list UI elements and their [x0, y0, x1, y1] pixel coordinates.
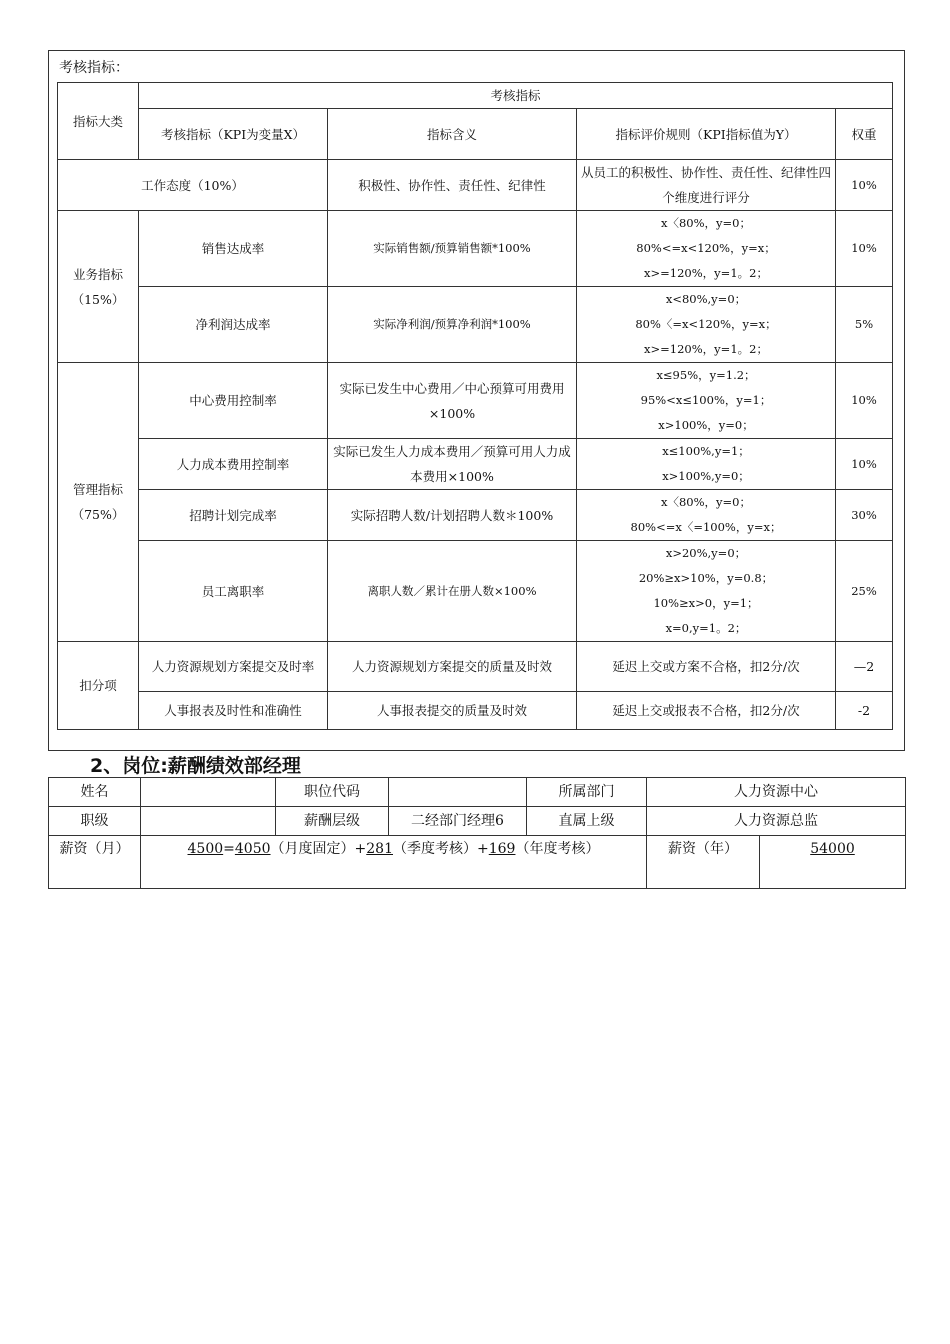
superior-value: 人力资源总监 [647, 807, 906, 836]
header-kpi: 考核指标（KPI为变量X） [139, 109, 328, 160]
name-label: 姓名 [49, 778, 141, 807]
kpi-meaning: 实际已发生人力成本费用／预算可用人力成本费用×100% [328, 439, 577, 490]
annual-bonus-label: （年度考核） [515, 841, 600, 857]
kpi-section-frame [48, 50, 905, 751]
kpi-name: 净利润达成率 [139, 287, 328, 363]
kpi-rule-line: 80%<=x<120%，y=x； [636, 241, 776, 255]
kpi-weight: 25% [836, 541, 893, 642]
business-category: 业务指标（15%） [58, 211, 139, 363]
kpi-rule [577, 363, 836, 439]
monthly-salary-label: 薪资（月） [49, 836, 141, 889]
kpi-rule [577, 211, 836, 287]
annual-bonus-amount: 169 [488, 841, 516, 857]
kpi-name: 人力资源规划方案提交及时率 [139, 642, 328, 692]
kpi-rule-line: 80%<=x〈=100%，y=x； [630, 520, 782, 534]
kpi-rule-line: x>100%,y=0； [662, 469, 750, 483]
kpi-rule-line: x≤100%,y=1； [662, 444, 750, 458]
kpi-weight: -2 [836, 692, 893, 730]
kpi-meaning: 人事报表提交的质量及时效 [328, 692, 577, 730]
kpi-meaning: 人力资源规划方案提交的质量及时效 [328, 642, 577, 692]
kpi-rule: 延迟上交或报表不合格，扣2分/次 [577, 692, 836, 730]
attitude-weight: 10% [836, 160, 893, 211]
annual-salary-amount: 54000 [810, 841, 855, 857]
kpi-rule [577, 287, 836, 363]
kpi-rule-line: x>=120%，y=1。2； [644, 342, 768, 356]
kpi-meaning: 实际已发生中心费用／中心预算可用费用×100% [328, 363, 577, 439]
pay-level-label: 薪酬层级 [276, 807, 389, 836]
superior-label: 直属上级 [527, 807, 647, 836]
kpi-rule: 延迟上交或方案不合格，扣2分/次 [577, 642, 836, 692]
kpi-rule-line: x<80%,y=0； [665, 292, 747, 306]
kpi-meaning: 实际销售额/预算销售额*100% [328, 211, 577, 287]
kpi-weight: 30% [836, 490, 893, 541]
kpi-meaning: 离职人数／累计在册人数×100% [328, 541, 577, 642]
kpi-name: 人力成本费用控制率 [139, 439, 328, 490]
kpi-rule-line: x≤95%，y=1.2； [656, 368, 756, 382]
kpi-rule [577, 541, 836, 642]
name-value [141, 778, 276, 807]
kpi-name: 中心费用控制率 [139, 363, 328, 439]
header-group: 考核指标 [139, 83, 893, 109]
kpi-rule-line: 95%<x≤100%，y=1； [640, 393, 772, 407]
grade-label: 职级 [49, 807, 141, 836]
monthly-fixed: 4050 [234, 841, 271, 857]
header-rule: 指标评价规则（KPI指标值为Y） [577, 109, 836, 160]
position-heading: 2、岗位:薪酬绩效部经理 [90, 755, 301, 777]
dept-value: 人力资源中心 [647, 778, 906, 807]
grade-value [141, 807, 276, 836]
kpi-rule [577, 439, 836, 490]
position-info-table [48, 777, 906, 889]
code-value [389, 778, 527, 807]
pay-level-value: 二经部门经理6 [389, 807, 527, 836]
kpi-rule-line: 80%〈=x<120%，y=x； [635, 317, 777, 331]
attitude-meaning: 积极性、协作性、责任性、纪律性 [328, 160, 577, 211]
kpi-name: 销售达成率 [139, 211, 328, 287]
attitude-rule: 从员工的积极性、协作性、责任性、纪律性四个维度进行评分 [577, 160, 836, 211]
kpi-rule-line: x>100%，y=0； [658, 418, 754, 432]
monthly-fixed-label: （月度固定）+ [270, 841, 367, 857]
kpi-weight: 5% [836, 287, 893, 363]
kpi-weight: 10% [836, 439, 893, 490]
kpi-rule-line: x〈80%，y=0； [661, 216, 751, 230]
quarterly-label: （季度考核）+ [393, 841, 489, 857]
code-label: 职位代码 [276, 778, 389, 807]
kpi-name: 员工离职率 [139, 541, 328, 642]
kpi-section-title: 考核指标： [59, 60, 129, 76]
quarterly-amount: 281 [366, 841, 393, 857]
monthly-salary-formula: 4500=4050（月度固定）+281（季度考核）+169（年度考核） [141, 836, 647, 889]
annual-salary-label: 薪资（年） [647, 836, 760, 889]
kpi-rule-line: 10%≥x>0，y=1； [653, 596, 759, 610]
kpi-weight: 10% [836, 211, 893, 287]
kpi-weight: 10% [836, 363, 893, 439]
kpi-name: 人事报表及时性和准确性 [139, 692, 328, 730]
kpi-rule [577, 490, 836, 541]
dept-label: 所属部门 [527, 778, 647, 807]
kpi-meaning: 实际招聘人数/计划招聘人数＊100% [328, 490, 577, 541]
kpi-name: 招聘计划完成率 [139, 490, 328, 541]
kpi-rule-line: 20%≥x>10%，y=0.8； [638, 571, 774, 585]
management-category: 管理指标（75%） [58, 363, 139, 642]
attitude-label: 工作态度（10%） [58, 160, 328, 211]
kpi-weight: —2 [836, 642, 893, 692]
monthly-total: 4500 [187, 841, 224, 857]
kpi-table [57, 82, 893, 730]
header-category: 指标大类 [58, 83, 139, 160]
annual-salary-value [760, 836, 906, 889]
kpi-rule-line: x>=120%，y=1。2； [644, 266, 768, 280]
kpi-rule-line: x〈80%，y=0； [661, 495, 751, 509]
header-meaning: 指标含义 [328, 109, 577, 160]
deduction-category: 扣分项 [58, 642, 139, 730]
kpi-rule-line: x>20%,y=0； [665, 546, 747, 560]
kpi-rule-line: x=0,y=1。2； [665, 621, 747, 635]
header-weight: 权重 [836, 109, 893, 160]
kpi-meaning: 实际净利润/预算净利润*100% [328, 287, 577, 363]
